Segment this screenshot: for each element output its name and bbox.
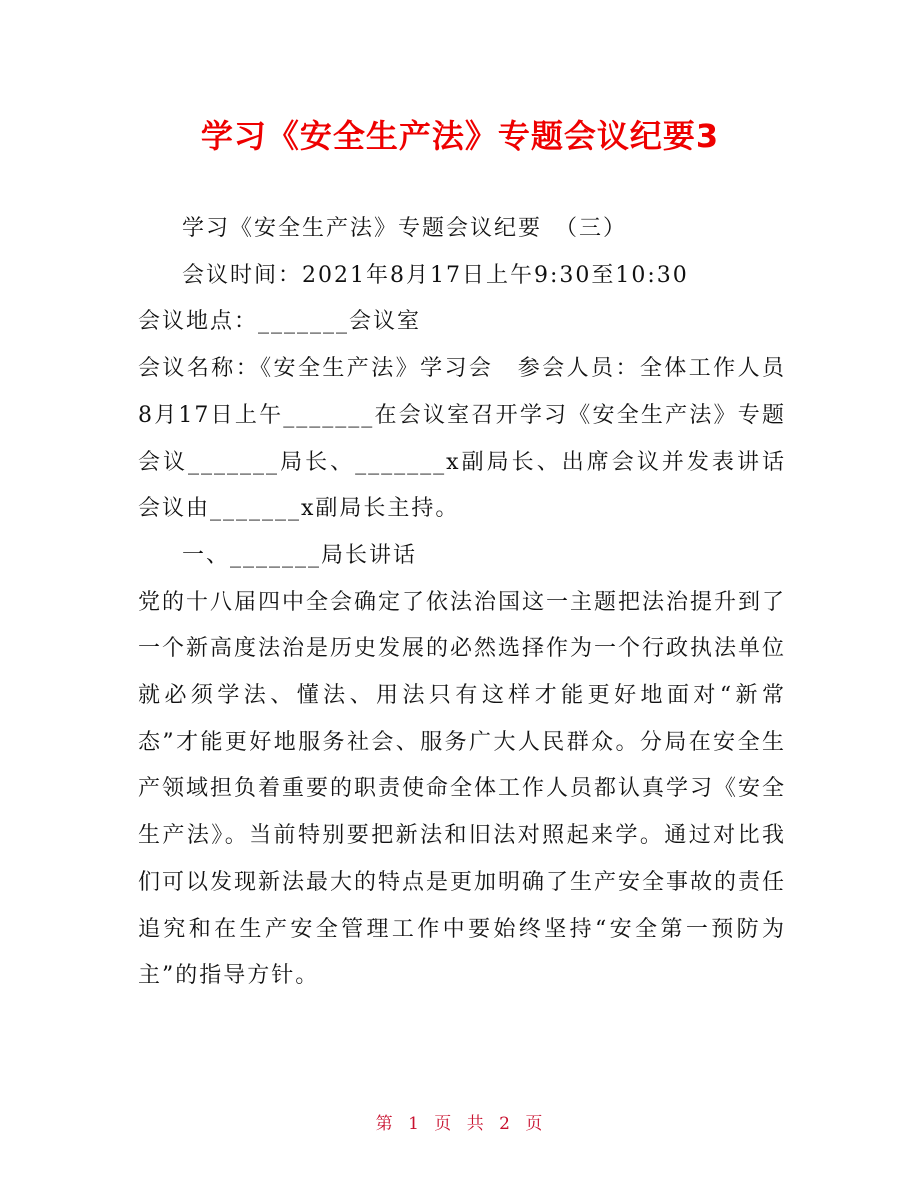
meeting-place-line: 会议地点：_______会议室 [138, 309, 422, 335]
subtitle-line: 学习《安全生产法》专题会议纪要 （三） [182, 216, 628, 241]
meeting-info-paragraph: 会议名称：《安全生产法》学习会 参会人员：全体工作人员8月17日上午_______在会议室召开学习《安全生产法》专题会议_______局长、_______x副局长、出席会议并发表讲话会议由_______x副局长主持。 [138, 356, 786, 522]
document-body [138, 206, 786, 1000]
body-paragraph: 党的十八届四中全会确定了依法治国这一主题把法治提升到了一个新高度法治是历史发展的必然选择作为一个行政执法单位就必须学法、懂法、用法只有这样才能更好地面对“新常态”才能更好地服务社会、服务广大人民群众。分局在安全生产领域担负着重要的职责使命全体工作人员都认真学习《安全生产法》。当前特别要把新法和旧法对照起来学。通过对比我们可以发现新法最大的特点是更加明确了生产安全事故的责任追究和在生产安全管理工作中要始终坚持“安全第一预防为主”的指导方针。 [138, 589, 787, 989]
section-heading: 一、_______局长讲话 [182, 542, 418, 568]
meeting-time-line: 会议时间：2021年8月17日上午9:30至10:30 [182, 262, 689, 288]
document-title: 学习《安全生产法》专题会议纪要3 [200, 117, 720, 155]
page-number-footer: 第 1 页 共 2 页 [375, 1114, 545, 1134]
